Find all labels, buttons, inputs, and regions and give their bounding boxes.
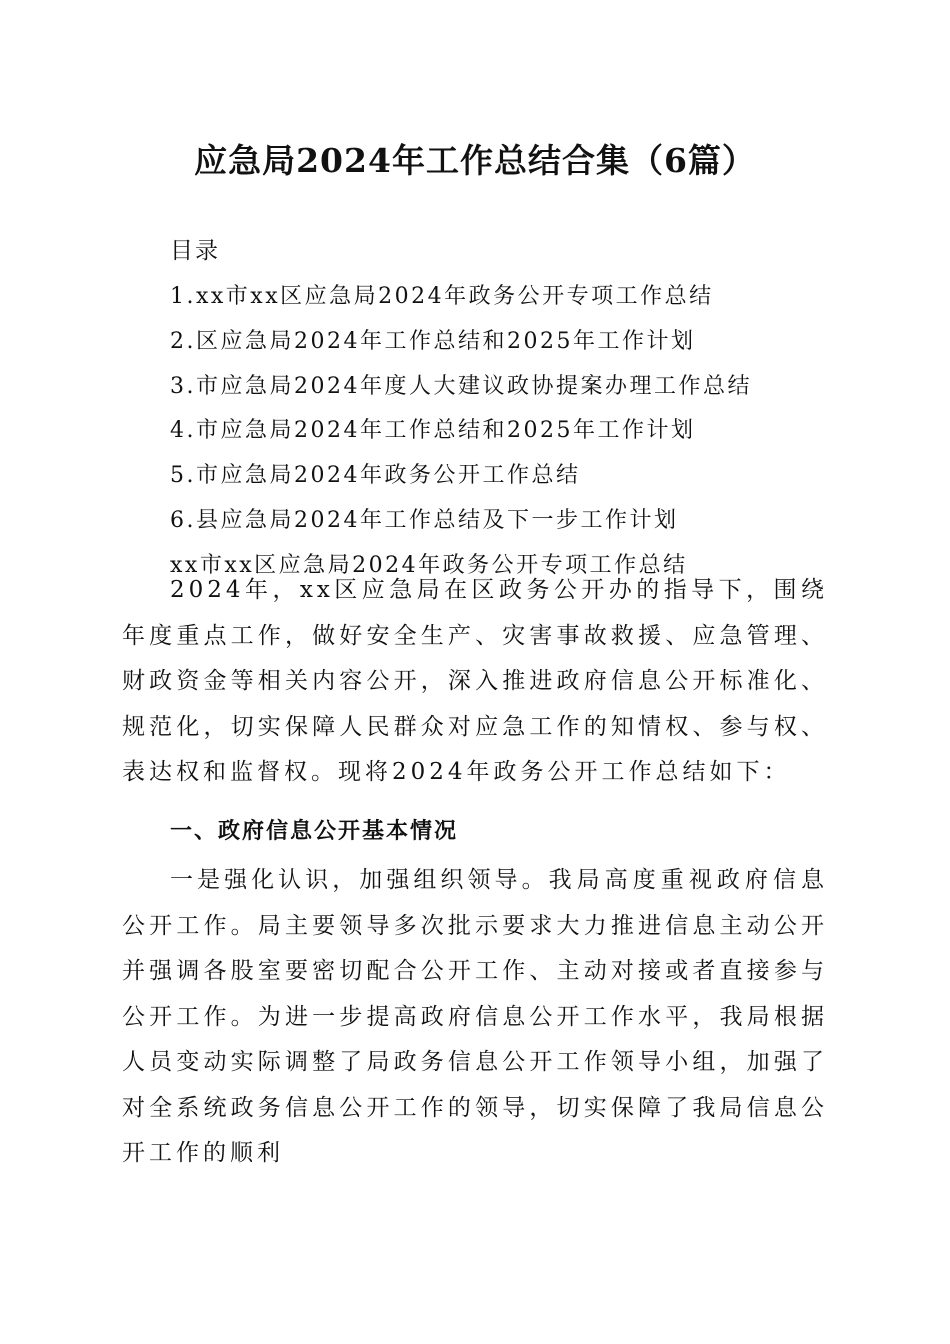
table-of-contents: [170, 277, 870, 546]
toc-item: 3.市应急局2024年度人大建议政协提案办理工作总结: [170, 373, 752, 399]
section-title: xx市xx区应急局2024年政务公开专项工作总结: [170, 553, 688, 578]
toc-item: 2.区应急局2024年工作总结和2025年工作计划: [170, 328, 696, 354]
toc-item: 1.xx市xx区应急局2024年政务公开专项工作总结: [170, 284, 714, 309]
toc-item: 5.市应急局2024年政务公开工作总结: [170, 463, 581, 489]
paragraph-lead: 一是强化认识，加强组织领导。: [170, 867, 549, 893]
toc-item: 6.县应急局2024年工作总结及下一步工作计划: [170, 507, 679, 533]
heading-basic-situation: 一、政府信息公开基本情况: [170, 819, 459, 844]
document-title: 应急局2024年工作总结合集（6篇）: [194, 141, 756, 180]
intro-paragraph: 2024年，xx区应急局在区政务公开办的指导下，围绕年度重点工作，做好安全生产、灾害事故救援、应急管理、财政资金等相关内容公开，深入推进政府信息公开标准化、规范化，切实保障人民群众对应急工作的知情权、参与权、表达权和监督权。现将2024年政务公开工作总结如下：: [122, 577, 828, 785]
body-paragraph: [122, 858, 829, 1166]
paragraph-text: 我局高度重视政府信息公开工作。局主要领导多次批示要求大力推进信息主动公开并强调各股室要密切配合公开工作、主动对接或者直接参与公开工作。为进一步提高政府信息公开工作水平，我局根据人员变动实际调整了局政务信息公开工作领导小组，加强了对全系统政务信息公开工作的领导，切实保障了我局信息公开工作的顺利: [122, 867, 829, 1166]
toc-heading: 目录: [170, 238, 220, 264]
toc-item: 4.市应急局2024年工作总结和2025年工作计划: [170, 418, 696, 444]
